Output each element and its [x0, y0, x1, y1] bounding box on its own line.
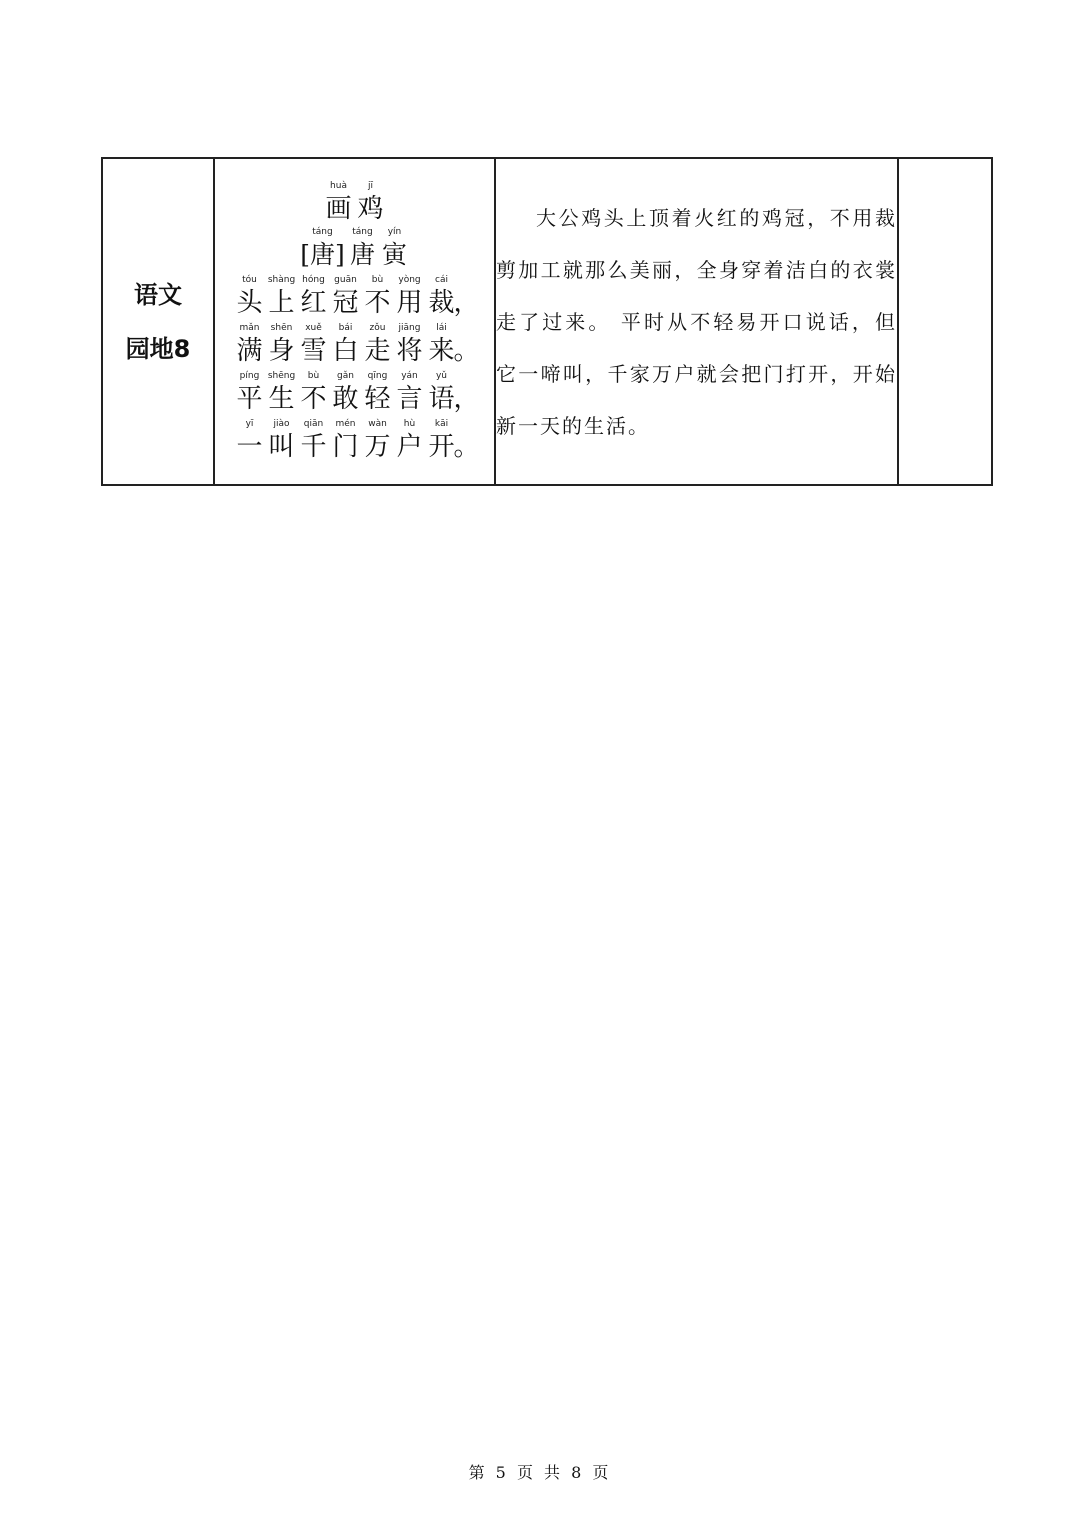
poem-line-2 [215, 322, 494, 368]
ruby-char [394, 418, 426, 464]
punctuation-mark [453, 418, 480, 464]
hanzi-text: 裁 [428, 287, 455, 318]
hanzi-text: 走 [364, 335, 391, 366]
pinyin-text: qīng [367, 370, 388, 381]
empty-cell [898, 158, 992, 485]
pinyin-text: mǎn [239, 322, 260, 333]
hanzi-text: 万 [364, 431, 391, 462]
ruby-char [394, 274, 426, 320]
ruby-char [355, 180, 387, 226]
description-text: 大公鸡头上顶着火红的鸡冠，不用裁剪加工就那么美丽，全身穿着洁白的衣裳走了过来。 平时从不轻易开口说话，但它一啼叫，千家万户就会把门打开，开始新一天的生活。 [496, 205, 897, 438]
hanzi-text: 生 [268, 383, 295, 414]
poem-line-3 [215, 370, 494, 416]
pinyin-text: mén [335, 418, 356, 429]
hanzi-text: 唐 [349, 239, 375, 269]
hanzi-text: 一 [236, 431, 263, 462]
pinyin-text: guān [334, 274, 357, 285]
ruby-char [298, 370, 330, 416]
subject-cell [102, 158, 214, 485]
pinyin-text: cái [435, 274, 448, 285]
hanzi-text: 语 [428, 383, 455, 414]
ruby-char [234, 322, 266, 368]
ruby-char [234, 418, 266, 464]
ruby-char [266, 274, 298, 320]
hanzi-text: 寅 [381, 239, 407, 269]
hanzi-text: 身 [268, 335, 295, 366]
lesson-table [101, 157, 993, 486]
punctuation-mark [453, 370, 480, 416]
ruby-char [298, 274, 330, 320]
hanzi-text: 不 [300, 383, 327, 414]
pinyin-text: xuě [305, 322, 322, 333]
pinyin-text: jī [367, 180, 373, 191]
poem-title [215, 180, 494, 226]
hanzi-text: 叫 [268, 431, 295, 462]
hanzi-text: 上 [268, 287, 295, 318]
pinyin-text: shēn [270, 322, 293, 333]
hanzi-text: 红 [300, 287, 327, 318]
poem-cell [214, 158, 495, 485]
pinyin-text: hù [403, 418, 416, 429]
table-row [102, 158, 992, 485]
hanzi-text: 言 [396, 383, 423, 414]
hanzi-text: 冠 [332, 287, 359, 318]
pinyin-text: kāi [434, 418, 449, 429]
hanzi-text: 画 [325, 193, 352, 224]
hanzi-text: 雪 [300, 335, 327, 366]
hanzi-text: ， [453, 287, 480, 318]
ruby-char [234, 274, 266, 320]
ruby-char [330, 274, 362, 320]
hanzi-text: 用 [396, 287, 423, 318]
ruby-char [394, 322, 426, 368]
poem-line-1 [215, 274, 494, 320]
pinyin-text: hóng [302, 274, 325, 285]
hanzi-text: 敢 [332, 383, 359, 414]
pinyin-text: bù [307, 370, 320, 381]
pinyin-text: tóu [242, 274, 257, 285]
subject-line-2: 园地8 [125, 334, 191, 363]
hanzi-text: 白 [332, 335, 359, 366]
hanzi-text: 千 [300, 431, 327, 462]
hanzi-text: 满 [236, 335, 263, 366]
pinyin-text: táng [352, 226, 373, 237]
description-cell [495, 158, 898, 485]
hanzi-text: 轻 [364, 383, 391, 414]
poem-author [215, 226, 494, 272]
ruby-char [347, 226, 379, 272]
hanzi-text: [唐] [300, 239, 345, 269]
hanzi-text: 来 [428, 335, 455, 366]
hanzi-text: 不 [364, 287, 391, 318]
subject-line-1: 语文 [134, 280, 182, 309]
hanzi-text: 户 [396, 431, 423, 462]
pinyin-text: bái [338, 322, 353, 333]
pinyin-text: wàn [368, 418, 387, 429]
hanzi-text: 开 [428, 431, 455, 462]
ruby-char [394, 370, 426, 416]
hanzi-text: ， [453, 383, 480, 414]
ruby-char [298, 322, 330, 368]
pinyin-text: zǒu [369, 322, 386, 333]
ruby-char [330, 322, 362, 368]
hanzi-text: 将 [396, 335, 423, 366]
ruby-char [362, 418, 394, 464]
ruby-char [234, 370, 266, 416]
ruby-char [362, 274, 394, 320]
ruby-char [266, 322, 298, 368]
pinyin-text: yán [401, 370, 418, 381]
pinyin-text: táng [312, 226, 333, 237]
ruby-char [299, 226, 347, 272]
pinyin-text: qiān [303, 418, 324, 429]
pinyin-text: shēng [267, 370, 296, 381]
pinyin-text: yǔ [435, 370, 448, 381]
ruby-char [330, 418, 362, 464]
ruby-char [330, 370, 362, 416]
ruby-char [379, 226, 411, 272]
pinyin-text: yòng [398, 274, 421, 285]
hanzi-text: 。 [453, 431, 480, 462]
punctuation-mark [453, 322, 480, 368]
pinyin-text: lái [436, 322, 447, 333]
pinyin-text: huà [330, 180, 347, 191]
pinyin-text: jiào [273, 418, 290, 429]
ruby-char [362, 322, 394, 368]
ruby-char [266, 418, 298, 464]
hanzi-text: 头 [236, 287, 263, 318]
pinyin-text: bù [371, 274, 384, 285]
hanzi-text: 门 [332, 431, 359, 462]
ruby-char [298, 418, 330, 464]
ruby-char [323, 180, 355, 226]
poem-line-4 [215, 418, 494, 464]
pinyin-text: shàng [267, 274, 296, 285]
pinyin-text: jiāng [398, 322, 421, 333]
pinyin-text: píng [239, 370, 260, 381]
pinyin-text: yín [387, 226, 402, 237]
hanzi-text: 。 [453, 335, 480, 366]
punctuation-mark [453, 274, 480, 320]
pinyin-text: gǎn [337, 370, 354, 381]
hanzi-text: 鸡 [357, 193, 384, 224]
page-number: 第 5 页 共 8 页 [468, 1463, 612, 1482]
ruby-char [362, 370, 394, 416]
ruby-char [266, 370, 298, 416]
pinyin-text: yī [245, 418, 254, 429]
hanzi-text: 平 [236, 383, 263, 414]
